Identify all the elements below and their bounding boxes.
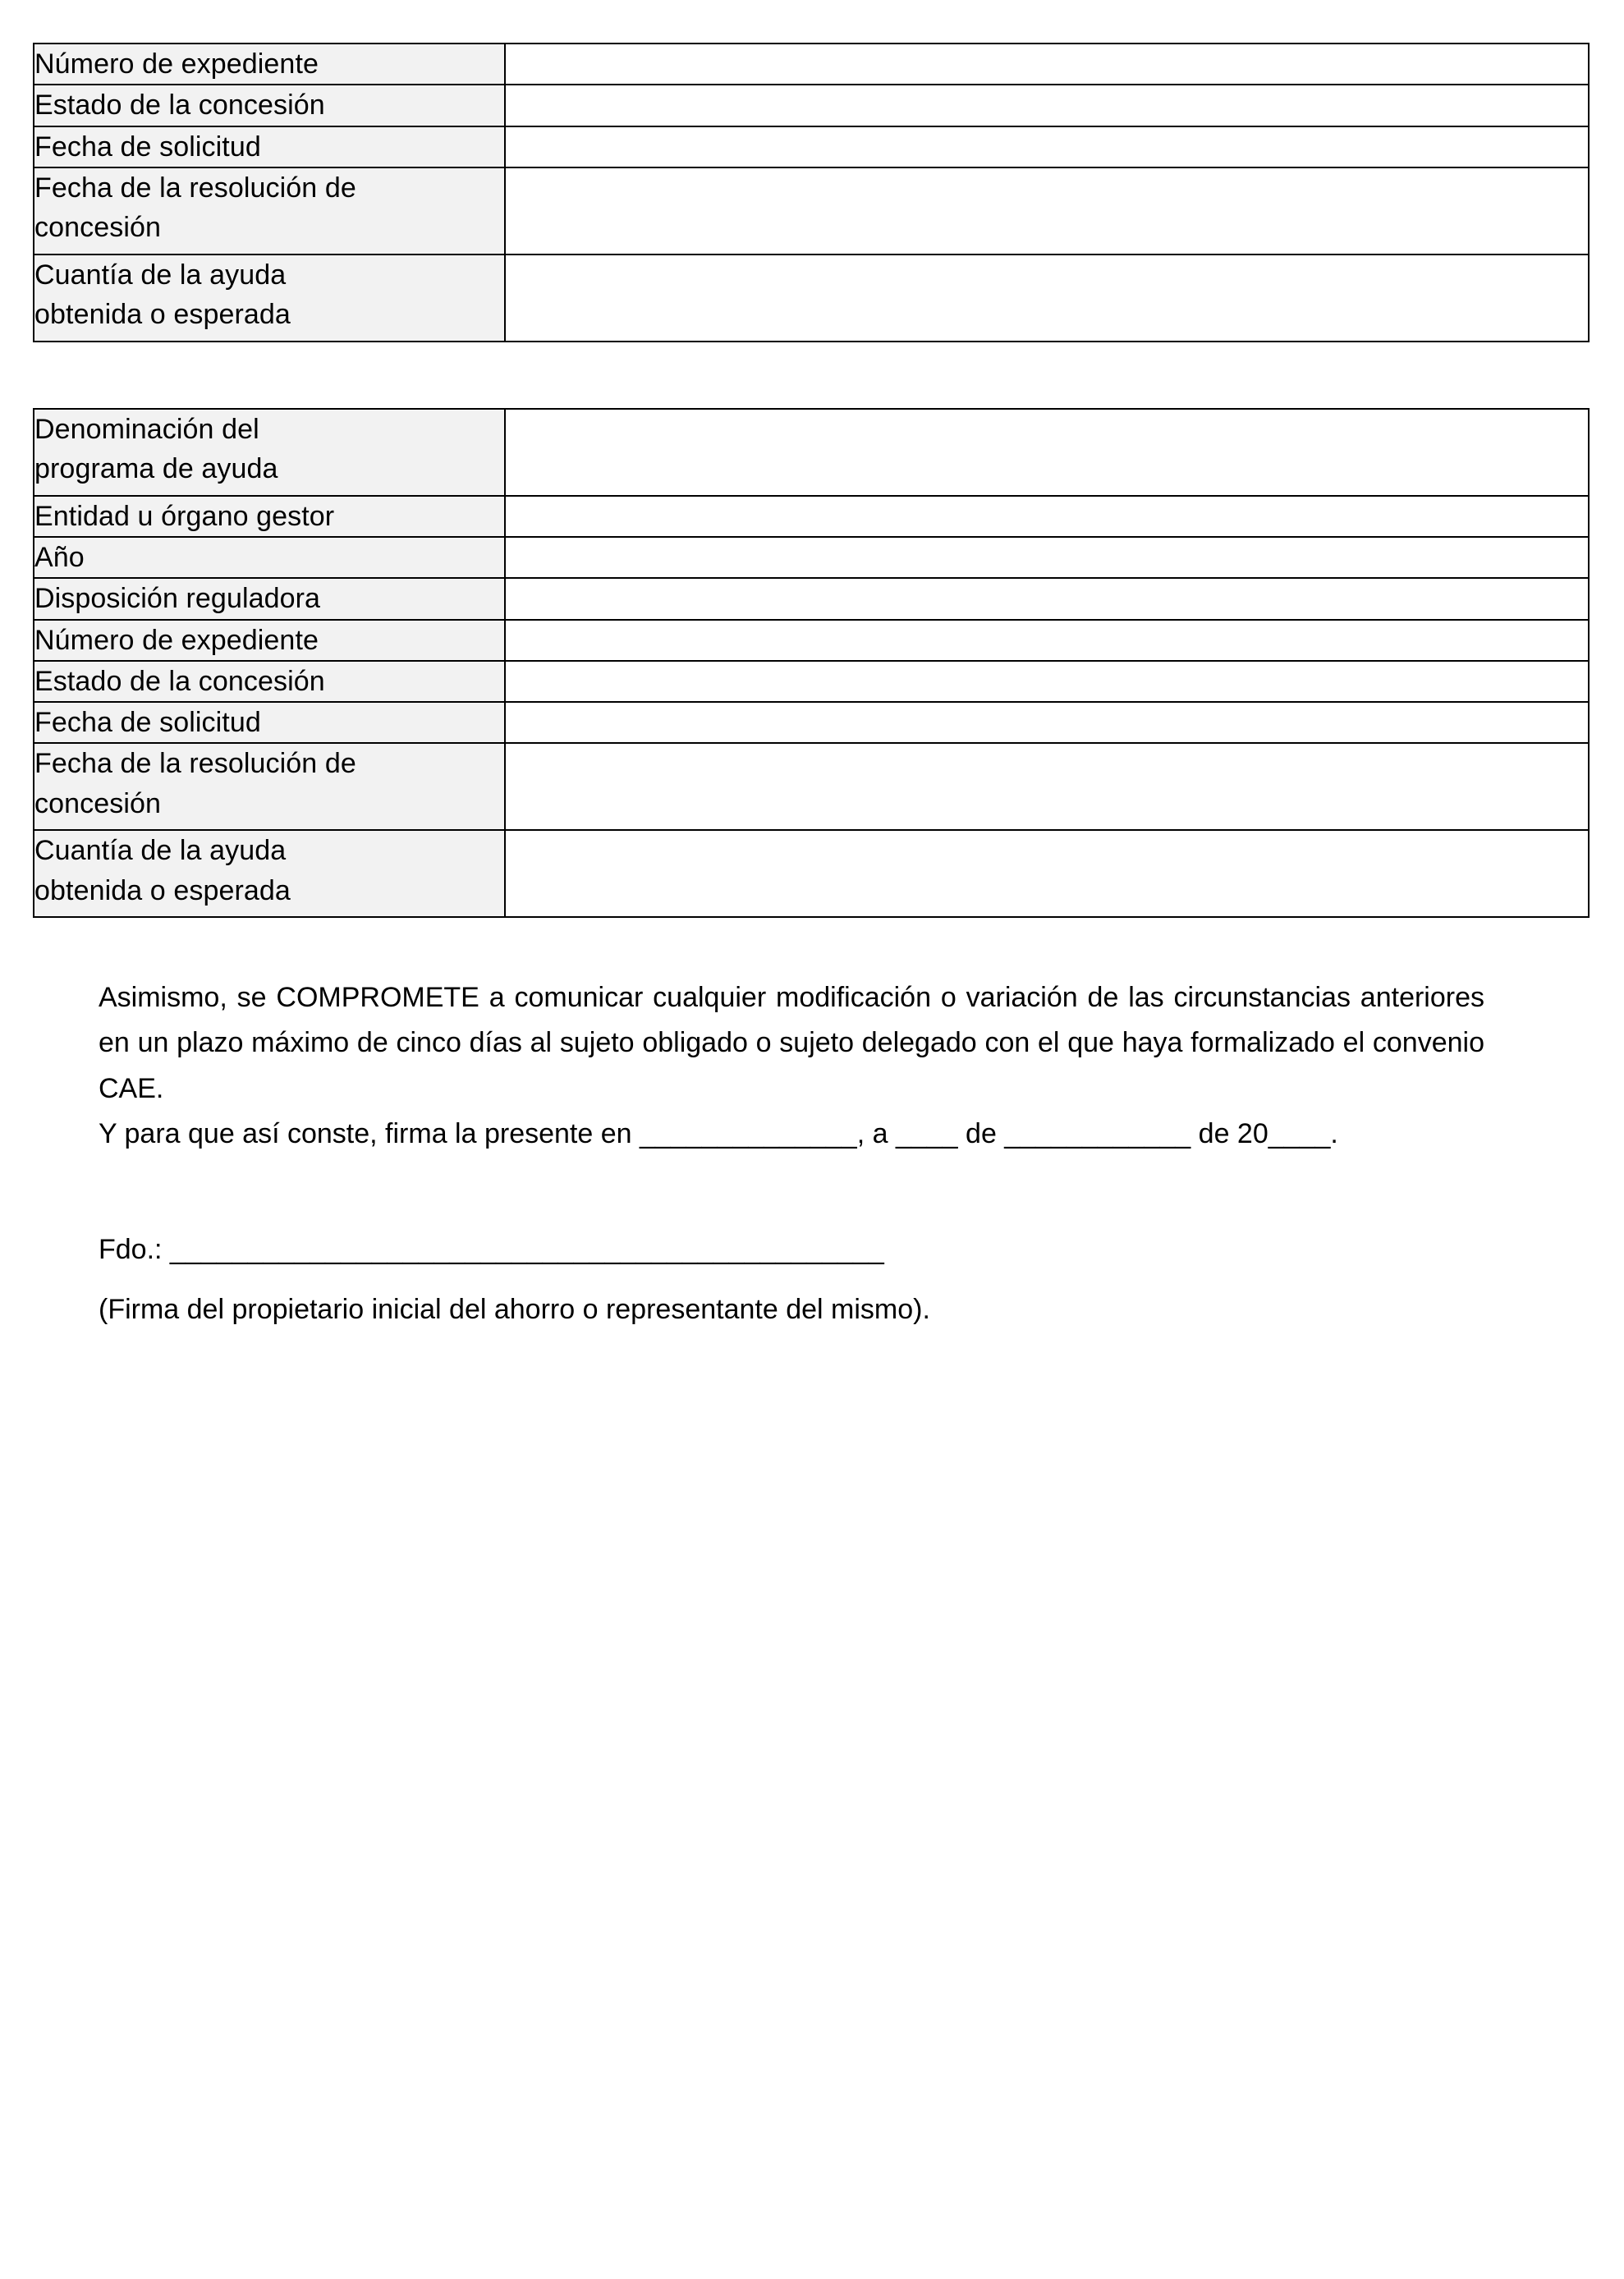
aid-table-1 xyxy=(33,43,1590,342)
label-line: Cuantía de la ayuda xyxy=(34,835,287,867)
row-label-fecha-solicitud xyxy=(34,126,505,167)
row-value-fecha-resolucion-2[interactable] xyxy=(505,743,1589,830)
table-row xyxy=(34,167,1589,254)
row-label-numero-expediente xyxy=(34,44,505,85)
row-label-fecha-solicitud-2 xyxy=(34,702,505,743)
row-value-fecha-solicitud[interactable] xyxy=(505,126,1589,167)
table-row xyxy=(34,126,1589,167)
label-line: Fecha de la resolución de xyxy=(34,748,356,780)
label-line: obtenida o esperada xyxy=(34,874,291,906)
signature-line: Fdo.: ______________________________________________ xyxy=(99,1233,884,1265)
table-spacer xyxy=(33,342,1591,408)
row-label-numero-expediente-2 xyxy=(34,620,505,661)
body-text-block xyxy=(33,975,1591,1156)
label-line: Año xyxy=(34,542,85,574)
table-row xyxy=(34,254,1589,342)
table-row xyxy=(34,85,1589,126)
label-line: Disposición reguladora xyxy=(34,583,321,615)
row-label-fecha-resolucion xyxy=(34,167,505,254)
label-line: obtenida o esperada xyxy=(34,299,291,331)
row-label-denominacion-programa xyxy=(34,409,505,496)
table-row xyxy=(34,578,1589,619)
table-row xyxy=(34,409,1589,496)
row-label-entidad-gestor xyxy=(34,496,505,537)
label-line: programa de ayuda xyxy=(34,453,278,485)
signature-note: (Firma del propietario inicial del ahorro o representante del mismo). xyxy=(99,1293,930,1325)
table-row xyxy=(34,743,1589,830)
row-value-cuantia-ayuda[interactable] xyxy=(505,254,1589,342)
table-row xyxy=(34,661,1589,702)
table-row xyxy=(34,44,1589,85)
row-label-cuantia-ayuda xyxy=(34,254,505,342)
row-label-disposicion-reguladora xyxy=(34,578,505,619)
commitment-paragraph: Asimismo, se COMPROMETE a comunicar cualquier modificación o variación de las circunstancias anteriores en un plazo máximo de cinco días al sujeto obligado o sujeto delegado con el que haya formalizado el convenio CAE. xyxy=(99,982,1484,1104)
label-line: Fecha de solicitud xyxy=(34,131,261,163)
row-value-fecha-resolucion[interactable] xyxy=(505,167,1589,254)
row-label-cuantia-ayuda-2 xyxy=(34,830,505,917)
table-row xyxy=(34,620,1589,661)
aid-table-2-body xyxy=(34,409,1589,918)
label-line: Estado de la concesión xyxy=(34,665,325,697)
label-line: Fecha de la resolución de xyxy=(34,172,356,204)
aid-table-1-body xyxy=(34,44,1589,342)
row-value-entidad-gestor[interactable] xyxy=(505,496,1589,537)
label-line: Fecha de solicitud xyxy=(34,707,261,739)
table-row xyxy=(34,830,1589,917)
row-label-estado-concesion xyxy=(34,85,505,126)
closing-paragraph: Y para que así conste, firma la presente en ______________, a ____ de ____________ de 20____. xyxy=(99,1117,1338,1149)
label-line: Número de expediente xyxy=(34,48,319,80)
row-label-estado-concesion-2 xyxy=(34,661,505,702)
row-value-fecha-solicitud-2[interactable] xyxy=(505,702,1589,743)
row-value-numero-expediente-2[interactable] xyxy=(505,620,1589,661)
label-line: Estado de la concesión xyxy=(34,89,325,122)
label-line: Denominación del xyxy=(34,413,259,445)
aid-table-2 xyxy=(33,408,1590,919)
row-value-estado-concesion[interactable] xyxy=(505,85,1589,126)
row-value-ano[interactable] xyxy=(505,537,1589,578)
label-line: Número de expediente xyxy=(34,624,319,656)
signature-block xyxy=(33,1227,1591,1332)
row-value-numero-expediente[interactable] xyxy=(505,44,1589,85)
table-row xyxy=(34,496,1589,537)
table-row xyxy=(34,537,1589,578)
label-line: concesión xyxy=(34,787,161,819)
row-value-cuantia-ayuda-2[interactable] xyxy=(505,830,1589,917)
label-line: Cuantía de la ayuda xyxy=(34,259,287,291)
row-value-disposicion-reguladora[interactable] xyxy=(505,578,1589,619)
row-label-fecha-resolucion-2 xyxy=(34,743,505,830)
label-line: Entidad u órgano gestor xyxy=(34,500,335,532)
table-row xyxy=(34,702,1589,743)
row-value-denominacion-programa[interactable] xyxy=(505,409,1589,496)
row-value-estado-concesion-2[interactable] xyxy=(505,661,1589,702)
row-label-ano xyxy=(34,537,505,578)
label-line: concesión xyxy=(34,212,161,244)
